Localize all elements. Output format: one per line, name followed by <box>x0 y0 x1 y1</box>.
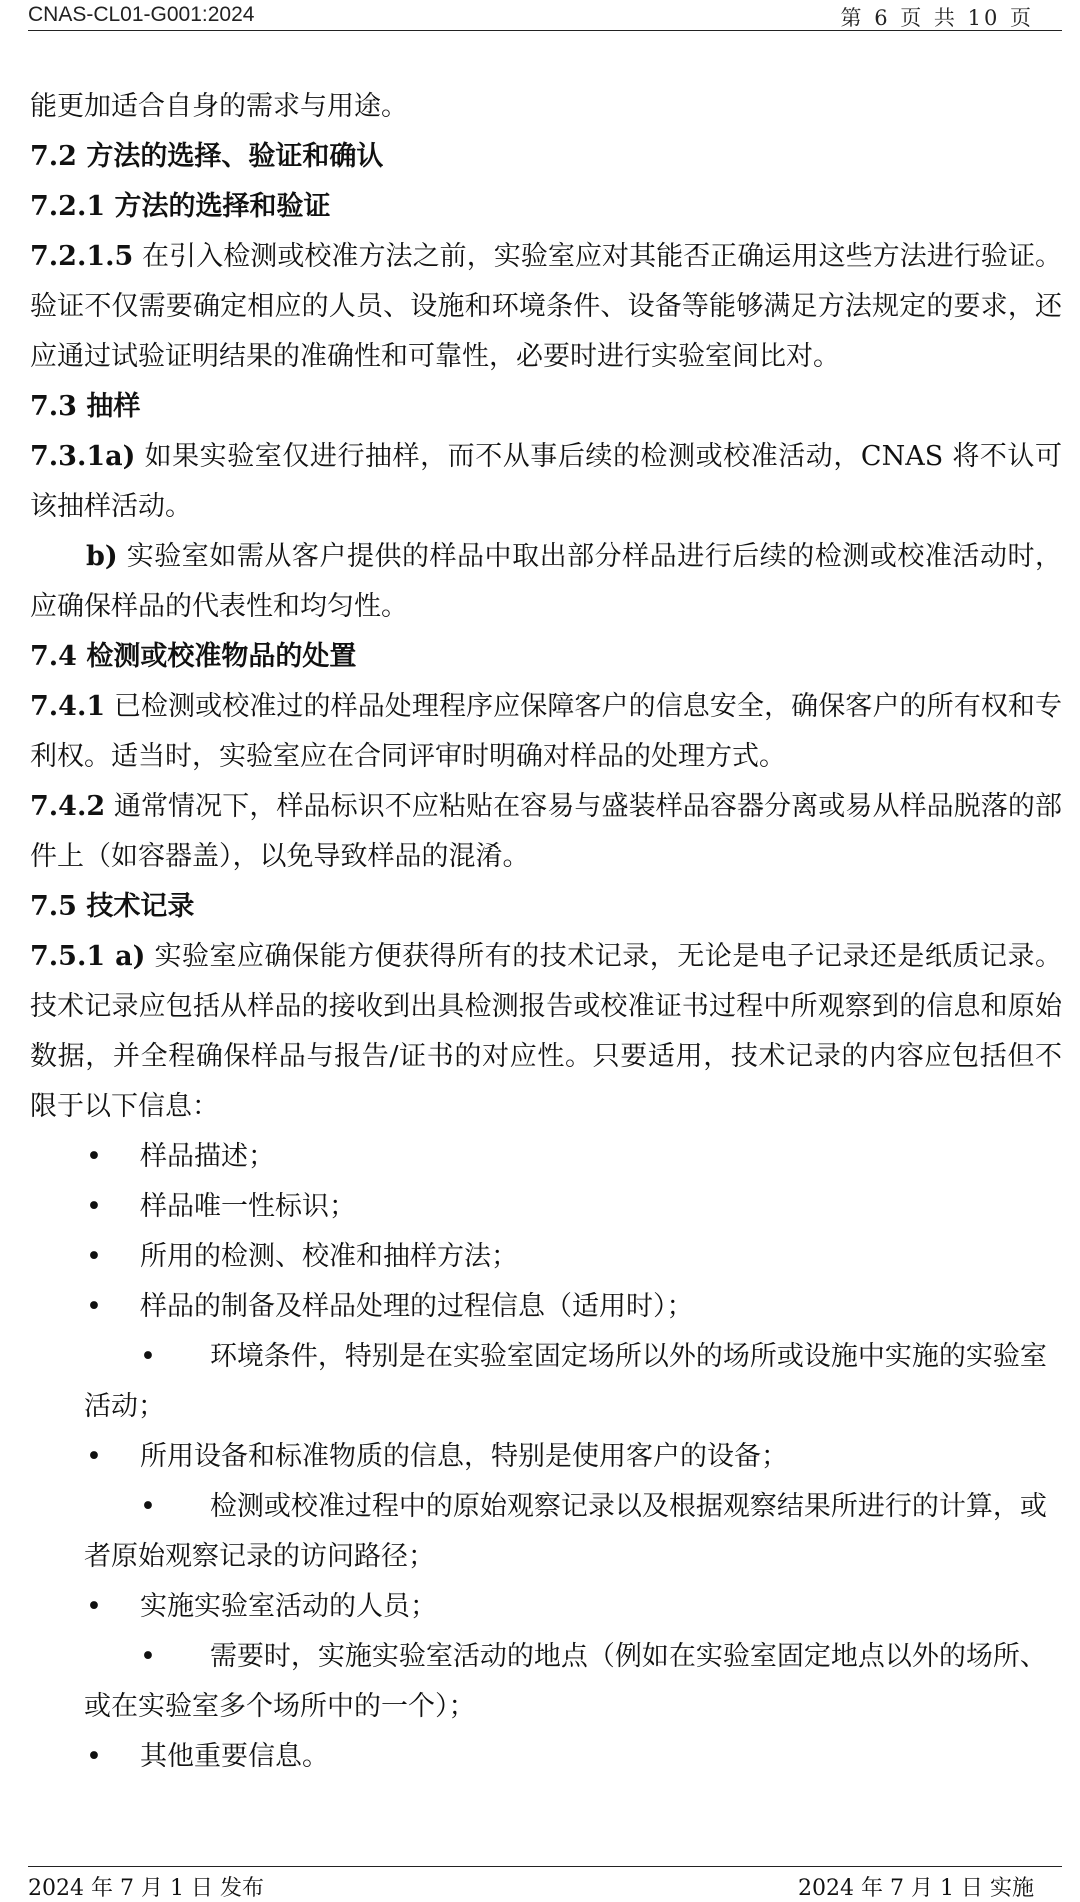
page-footer <box>28 1866 1062 1900</box>
list-item-text: 样品唯一性标识； <box>140 1191 356 1222</box>
clause-text: 实验室如需从客户提供的样品中取出部分样品进行后续的检测或校准活动时，应确保样品的代表性和均匀性。 <box>30 541 1062 622</box>
list-item-text: 其他重要信息。 <box>140 1741 329 1772</box>
list-item <box>30 1182 1062 1232</box>
heading-7-2: 7.2 方法的选择、验证和确认 <box>30 141 384 172</box>
bullet-icon: • <box>86 1191 102 1222</box>
clause-text: 在引入检测或校准方法之前，实验室应对其能否正确运用这些方法进行验证。验证不仅需要确定相应的人员、设施和环境条件、设备等能够满足方法规定的要求，还应通过试验证明结果的准确性和可靠性，必要时进行实验室间比对。 <box>30 241 1063 372</box>
bullet-icon: • <box>140 1641 156 1672</box>
bullet-icon: • <box>86 1441 102 1472</box>
heading-7-5: 7.5 技术记录 <box>30 891 195 922</box>
clause-text: 如果实验室仅进行抽样，而不从事后续的检测或校准活动，CNAS 将不认可该抽样活动。 <box>30 441 1062 522</box>
bullet-icon: • <box>140 1491 156 1522</box>
implementation-date: 2024 年 7 月 1 日 实施 <box>798 1876 1034 1901</box>
bullet-icon: • <box>86 1141 102 1172</box>
technical-record-list <box>30 1132 1062 1782</box>
list-item <box>30 1582 1062 1632</box>
issue-date: 2024 年 7 月 1 日 发布 <box>28 1876 264 1901</box>
clause-number: 7.5.1 a) <box>30 941 146 972</box>
document-code: CNAS-CL01-G001:2024 <box>28 3 255 26</box>
list-item-text: 样品的制备及样品处理的过程信息（适用时）； <box>140 1291 694 1322</box>
clause-7-3-1-b <box>30 532 1062 632</box>
list-item <box>30 1282 1062 1332</box>
clause-number: 7.4.2 <box>30 791 106 822</box>
clause-number: 7.2.1.5 <box>30 241 134 272</box>
list-item-text: 样品描述； <box>140 1141 275 1172</box>
list-item <box>30 1732 1062 1782</box>
heading-7-2-1: 7.2.1 方法的选择和验证 <box>30 191 331 222</box>
clause-number: b) <box>86 541 118 572</box>
intro-paragraph: 能更加适合自身的需求与用途。 <box>30 91 408 122</box>
clause-7-4-2 <box>30 782 1062 882</box>
clause-7-3-1-a <box>30 432 1062 532</box>
page-number: 第 6 页 共 10 页 <box>840 6 1034 30</box>
list-item-text: 检测或校准过程中的原始观察记录以及根据观察结果所进行的计算，或者原始观察记录的访问路径； <box>84 1491 1047 1572</box>
clause-7-2-1-5 <box>30 232 1062 382</box>
list-item <box>30 1432 1062 1482</box>
document-body <box>30 82 1062 1782</box>
bullet-icon: • <box>140 1341 156 1372</box>
bullet-icon: • <box>86 1591 102 1622</box>
clause-number: 7.3.1a) <box>30 441 136 472</box>
list-item-text: 需要时，实施实验室活动的地点（例如在实验室固定地点以外的场所、或在实验室多个场所中的一个）； <box>84 1641 1047 1722</box>
clause-text: 通常情况下，样品标识不应粘贴在容易与盛装样品容器分离或易从样品脱落的部件上（如容器盖），以免导致样品的混淆。 <box>30 791 1062 872</box>
list-item <box>30 1332 1062 1432</box>
list-item-text: 环境条件，特别是在实验室固定场所以外的场所或设施中实施的实验室活动； <box>84 1341 1047 1422</box>
list-item <box>30 1632 1062 1732</box>
clause-text: 已检测或校准过的样品处理程序应保障客户的信息安全，确保客户的所有权和专利权。适当时，实验室应在合同评审时明确对样品的处理方式。 <box>30 691 1062 772</box>
list-item <box>30 1232 1062 1282</box>
bullet-icon: • <box>86 1241 102 1272</box>
list-item-text: 实施实验室活动的人员； <box>140 1591 437 1622</box>
list-item-text: 所用的检测、校准和抽样方法； <box>140 1241 518 1272</box>
clause-text: 实验室应确保能方便获得所有的技术记录，无论是电子记录还是纸质记录。技术记录应包括从样品的接收到出具检测报告或校准证书过程中所观察到的信息和原始数据，并全程确保样品与报告/证书的对应性。只要适用，技术记录的内容应包括但不限于以下信息： <box>30 941 1062 1122</box>
bullet-icon: • <box>86 1291 102 1322</box>
heading-7-3: 7.3 抽样 <box>30 391 141 422</box>
list-item-text: 所用设备和标准物质的信息，特别是使用客户的设备； <box>140 1441 788 1472</box>
heading-7-4: 7.4 检测或校准物品的处置 <box>30 641 357 672</box>
page-header <box>28 0 1062 31</box>
clause-number: 7.4.1 <box>30 691 106 722</box>
clause-7-5-1-a <box>30 932 1062 1132</box>
list-item <box>30 1482 1062 1582</box>
clause-7-4-1 <box>30 682 1062 782</box>
list-item <box>30 1132 1062 1182</box>
bullet-icon: • <box>86 1741 102 1772</box>
